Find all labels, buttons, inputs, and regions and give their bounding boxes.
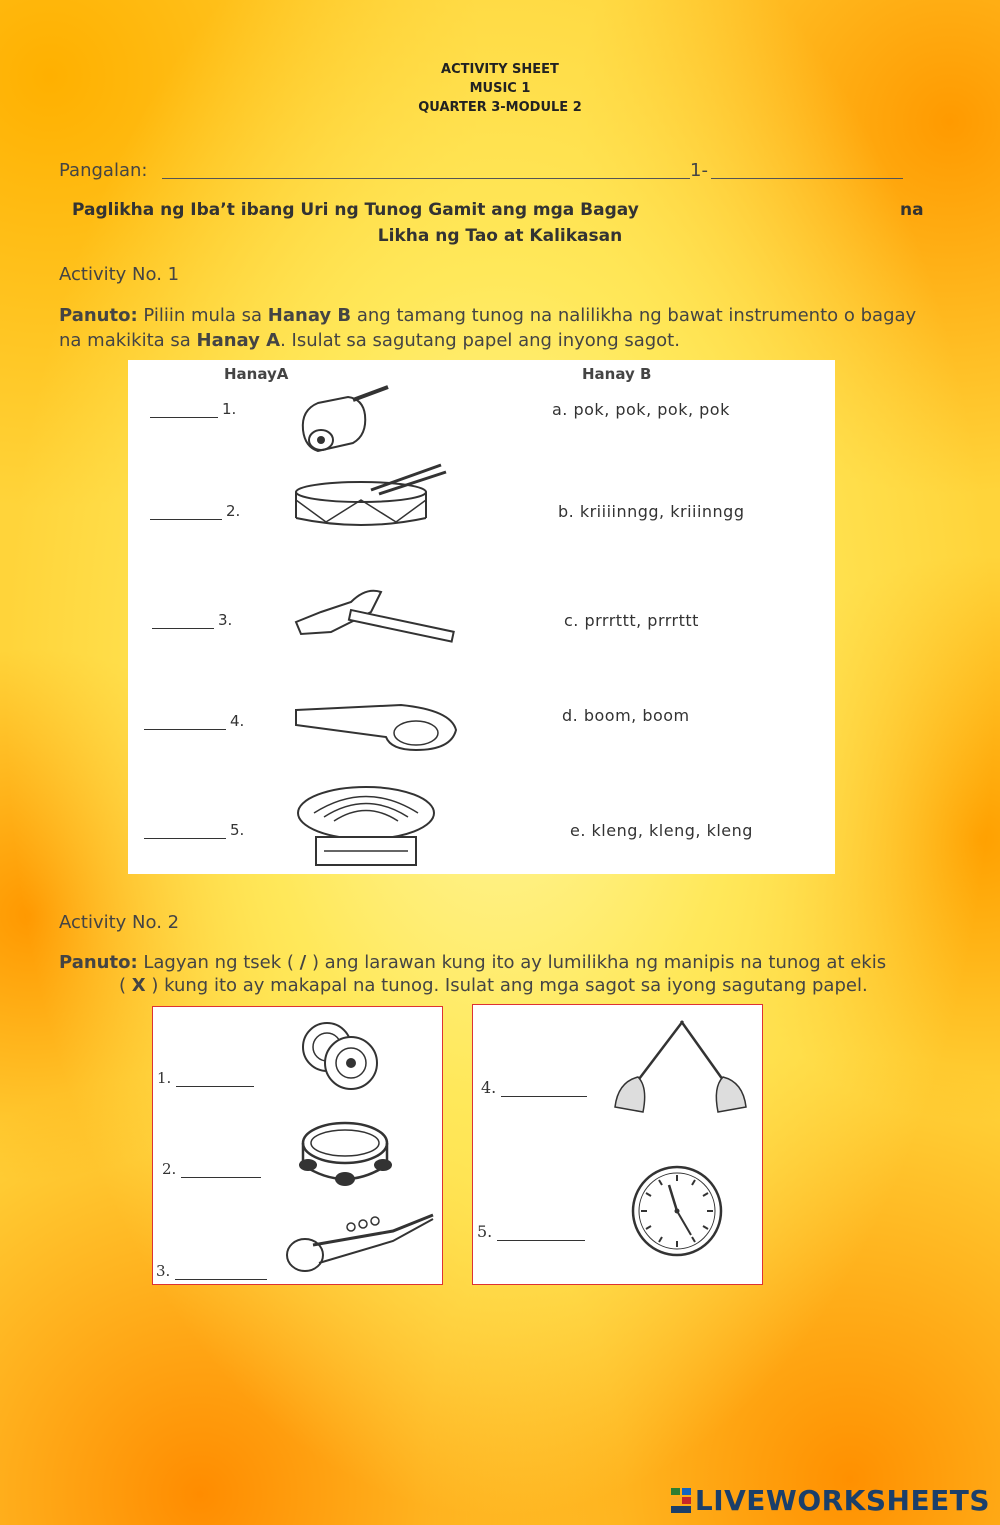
- list-item: [162, 1160, 265, 1178]
- list-item: [481, 1078, 591, 1097]
- panuto-text: ) kung ito ay makapal na tunog. Isulat ang mga sagot sa iyong sagutang papel.: [145, 975, 868, 996]
- answer-blank[interactable]: [150, 417, 218, 418]
- panuto-text: Lagyan ng tsek (: [137, 952, 300, 973]
- alarm-bell-icon: [294, 785, 444, 870]
- panuto-text: ) ang larawan kung ito ay lumilikha ng manipis na tunog at ekis: [306, 952, 887, 973]
- activity2-right-box: [472, 1004, 763, 1285]
- title-line-1-end: na: [900, 200, 924, 220]
- logo-mark-icon: [670, 1486, 692, 1514]
- item-number: 1.: [157, 1069, 172, 1087]
- clock-icon: [629, 1163, 725, 1259]
- list-item: [152, 611, 232, 629]
- hammer-icon: [291, 582, 461, 652]
- header-line-3: QUARTER 3-MODULE 2: [418, 100, 582, 115]
- check-mark: /: [299, 952, 307, 973]
- panuto-bold: Hanay B: [267, 305, 352, 326]
- panuto-text: ang tamang tunog na nalilikha ng bawat instrumento o bagay na makikita sa: [59, 305, 917, 351]
- list-item: [150, 502, 240, 520]
- bell-icon: [293, 385, 393, 460]
- item-number: 4.: [230, 712, 245, 730]
- panuto-text: . Isulat sa sagutang papel ang inyong sagot.: [280, 330, 680, 351]
- column-a-header: HanayA: [224, 365, 289, 383]
- panuto-text: Piliin mula sa: [137, 305, 268, 326]
- item-number: 1.: [222, 400, 237, 418]
- name-label: Pangalan:: [59, 160, 148, 181]
- activity2-instructions-line-2: [119, 975, 969, 996]
- hanay-b-answer: c. prrrttt, prrrttt: [564, 611, 699, 630]
- activity1-matching-box: [128, 360, 835, 874]
- cymbals-icon: [299, 1015, 381, 1095]
- answer-blank[interactable]: [144, 838, 226, 839]
- activity1-heading: Activity No. 1: [59, 264, 180, 285]
- item-number: 5.: [477, 1222, 493, 1241]
- item-number: 2.: [162, 1160, 177, 1178]
- activity2-left-box: [152, 1006, 443, 1285]
- list-item: [144, 712, 244, 730]
- item-number: 4.: [481, 1078, 497, 1097]
- hanay-b-answer: e. kleng, kleng, kleng: [570, 821, 753, 840]
- name-row: [59, 160, 147, 181]
- section-input-line[interactable]: [711, 178, 903, 179]
- hanay-b-answer: a. pok, pok, pok, pok: [552, 400, 730, 419]
- panuto-bold: Hanay A: [196, 330, 281, 351]
- list-item: [150, 400, 236, 418]
- answer-blank[interactable]: [144, 729, 226, 730]
- item-number: 5.: [230, 821, 245, 839]
- answer-blank[interactable]: [175, 1279, 267, 1280]
- item-number: 2.: [226, 502, 241, 520]
- answer-blank[interactable]: [152, 628, 214, 629]
- drumsticks-icon: [613, 1017, 748, 1115]
- list-item: [157, 1069, 258, 1087]
- title-line-2: Likha ng Tao at Kalikasan: [377, 226, 623, 246]
- answer-blank[interactable]: [501, 1096, 587, 1097]
- answer-blank[interactable]: [176, 1086, 254, 1087]
- item-number: 3.: [218, 611, 233, 629]
- name-input-line[interactable]: [162, 178, 690, 179]
- answer-blank[interactable]: [150, 519, 222, 520]
- answer-blank[interactable]: [497, 1240, 585, 1241]
- list-item: [144, 821, 244, 839]
- activity1-instructions: [59, 303, 939, 353]
- hanay-b-answer: b. kriiiinngg, kriiinngg: [558, 502, 745, 521]
- hanay-b-answer: d. boom, boom: [562, 706, 690, 725]
- panuto-text: (: [119, 975, 132, 996]
- tambourine-icon: [293, 1113, 398, 1195]
- x-mark: X: [131, 975, 146, 996]
- header-line-2: MUSIC 1: [469, 81, 531, 96]
- list-item: [477, 1222, 589, 1241]
- item-number: 3.: [156, 1262, 171, 1280]
- column-b-header: Hanay B: [582, 365, 652, 383]
- trumpet-icon: [283, 1209, 438, 1275]
- section-label: 1-: [690, 160, 708, 181]
- list-item: [156, 1262, 271, 1280]
- logo-text: LIVEWORKSHEETS: [694, 1484, 990, 1517]
- title-line-1: Paglikha ng Iba’t ibang Uri ng Tunog Gamit ang mga Bagay: [72, 200, 639, 220]
- whistle-icon: [291, 695, 461, 755]
- liveworksheets-logo[interactable]: [670, 1484, 990, 1517]
- activity2-instructions-line-1: [59, 952, 959, 973]
- header-line-1: ACTIVITY SHEET: [441, 62, 559, 77]
- panuto-label: Panuto:: [59, 305, 138, 326]
- drum-icon: [291, 460, 451, 530]
- answer-blank[interactable]: [181, 1177, 261, 1178]
- activity2-heading: Activity No. 2: [59, 912, 180, 933]
- panuto-label: Panuto:: [59, 952, 138, 973]
